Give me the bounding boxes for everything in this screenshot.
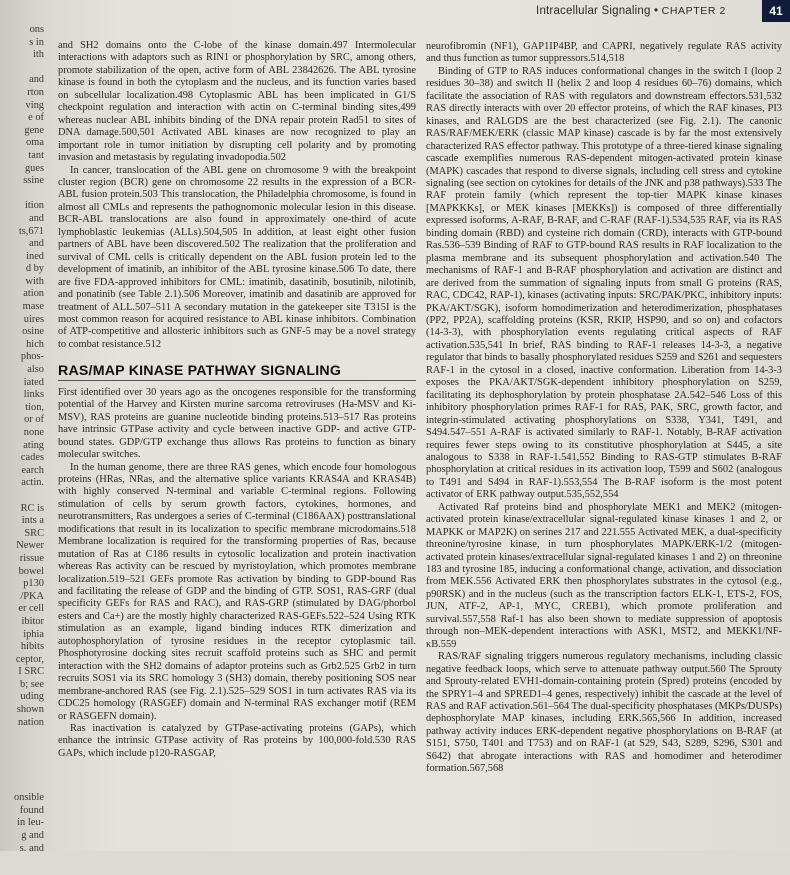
chapter-label: CHAPTER 2 xyxy=(661,5,726,17)
gutter-fragment: ith xyxy=(33,49,44,61)
gutter-fragment: SRC xyxy=(24,527,44,539)
gutter-fragment: and xyxy=(28,238,44,250)
gutter-fragment: osine xyxy=(22,326,44,338)
gutter-fragment: ceptor, xyxy=(15,653,44,665)
gutter-fragment: ition xyxy=(24,200,44,212)
gutter-fragment: ating xyxy=(23,439,44,451)
paragraph-abl-structure: and SH2 domains onto the C-lobe of the kinase domain.497 Intermolecular interactions with adaptors such as RIN1 or phosphorylation by SRC, among others, promote stabilization of the open, active form of ABL 23842626. The ABL tyrosine kinase is found in both the cytoplasm and the nucleus, and its function varies based on subcellular localization.498 Cytoplasmic ABL has been implicated in G1/S checkpoint regulation and interaction with actin on C-terminal binding sites,499 whereas nuclear ABL inhibits binding of the DNA repair protein Rad51 to sites of DNA damage.500,501 Activated ABL kinases are now recognized to play an important role in tumor initiation by disrupting cell polarity and by promoting invasion and metastasis by regulating invadopodia.502 xyxy=(58,40,416,164)
gutter-fragment xyxy=(0,188,46,201)
gutter-fragment xyxy=(0,754,46,767)
gutter-fragment xyxy=(0,742,46,755)
running-header xyxy=(500,0,790,22)
paragraph-ras-gaps: neurofibromin (NF1), GAP1IP4BP, and CAPRI, negatively regulate RAS activity and thus function as tumor suppressors.514,518 xyxy=(426,41,782,65)
gutter-fragment: and xyxy=(28,212,44,224)
gutter-fragment: er cell xyxy=(18,603,44,615)
heading-rule xyxy=(58,380,416,381)
gutter-fragment: tion, xyxy=(25,401,44,413)
gutter-fragment: none xyxy=(23,427,44,438)
right-column xyxy=(426,41,782,776)
gutter-fragment: RC is xyxy=(20,502,44,514)
page-number: 41 xyxy=(762,0,790,22)
gutter-fragment: s. and xyxy=(19,842,44,854)
gutter-fragment: links xyxy=(23,389,44,401)
gutter-fragment: Newer xyxy=(16,540,44,552)
gutter-fragment xyxy=(0,62,46,75)
running-title xyxy=(536,5,726,17)
gutter-fragment: mase xyxy=(22,301,44,313)
gutter-fragment: found xyxy=(19,804,44,816)
gutter-fragment: and xyxy=(28,74,44,86)
paragraph-feedback: RAS/RAF signaling triggers numerous regulatory mechanisms, including classic negative feedback loops, which serve to attenuate pathway output.560 The Sprouty and Sprouty-related EVH1-domain-containing protein (Spred) proteins (encoded by the SPRY1–4 and SPRED1–4 genes, respectively) inhibit the cascade at the level of RAS and RAF activation.561–564 The dual-specificity phosphatases (MKPs/DUSPs) dephosphorylate MAP kinases, including ERK.565,566 In addition, increased pathway activity induces ERK-dependent negative phosphorylations on B-RAF (at S151, S750, T401 and T753) and on RAF-1 (at S29, S43, S289, S296, S301 and S642) that abrogate interactions with RAS and homodimer and heterodimer formation.567,568 xyxy=(426,651,782,775)
gutter-fragment: gues xyxy=(24,162,44,174)
gutter-fragment xyxy=(0,729,46,742)
gutter-fragment: with xyxy=(25,275,44,287)
gutter-fragment: earch xyxy=(21,464,44,476)
gutter-fragment: uding xyxy=(20,691,44,703)
gutter-fragment: in leu- xyxy=(17,817,44,829)
gutter-fragment: p130 xyxy=(23,578,44,590)
gutter-fragment: s in xyxy=(29,36,44,48)
gutter-fragment: ined xyxy=(26,250,44,262)
gutter-fragment: d by xyxy=(25,263,44,275)
gutter-fragment: ints a xyxy=(21,515,44,527)
gutter-fragment: shown xyxy=(16,704,44,716)
gutter-fragment xyxy=(0,767,46,780)
header-title-text: Intracellular Signaling xyxy=(536,5,651,17)
gutter-fragment: ation xyxy=(23,288,44,300)
gutter-fragment: hibits xyxy=(20,641,44,653)
gutter-fragment: /PKA xyxy=(20,590,44,602)
gutter-fragment xyxy=(0,490,46,503)
gutter-fragment: e of xyxy=(28,112,44,124)
gutter-fragment: also xyxy=(27,364,44,376)
gutter-fragment: uires xyxy=(23,313,44,325)
gutter-fragment: g and xyxy=(21,830,44,841)
gutter-fragment: nation xyxy=(18,716,44,728)
paragraph-bcr-abl: In cancer, translocation of the ABL gene on chromosome 9 with the breakpoint cluster region (BCR) gene on chromosome 22 results in the expression of a BCR-ABL fusion protein.503 This translocation, the Philadelphia chromosome, is found in almost all CMLs and represents the pathognomonic molecular lesion in this disease. BCR-ABL translocations are also found in approximately one-third of acute lymphoblastic leukemias (ALLs).504,505 In addition, at least eight other fusion partners of ABL have been discovered.502 The realization that the proliferation and survival of CML cells is critically dependent on the ABL fusion protein led to the development of imatinib, an inhibitor of the ABL tyrosine kinase.506 To date, there are five FDA-approved inhibitors for CML: imatinib, dasatinib, bosutinib, nilotinib, and ponatinib (see Table 2.1).506 Moreover, imatinib and dasatinib are approved for treatment of ALL.507–511 A secondary mutation in the gatekeeper site T315I is the most common reason for acquired resistance to ABL kinase inhibitors. Combination of ATP-competitive and allosteric inhibitors such as GNF-5 may be a novel strategy to combat resistance.512 xyxy=(58,164,416,350)
gutter-fragment: bowel xyxy=(18,565,44,577)
paragraph-ras-inactivation: Ras inactivation is catalyzed by GTPase-activating proteins (GAPs), which enhance the intrinsic GTPase activity of Ras proteins by 100,000-fold.530 RAS GAPs, which include p120-RASGAP, xyxy=(58,723,416,759)
gutter-fragment: ons xyxy=(29,24,44,35)
paragraph-ras-intro: First identified over 30 years ago as the oncogenes responsible for the transforming potential of the Harvey and Kirsten murine sarcoma retroviruses (Ha-MSV and Ki-MSV), RAS proteins are guanine nucleotide binding proteins.513–517 Ras proteins have intrinsic GTPase activity and cycle between inactive GDP- and active GTP-bound states. GDP/GTP exchange thus allows Ras proteins to function as binary molecular switches. xyxy=(58,386,416,461)
gutter-fragment: onsible xyxy=(13,792,44,804)
gutter-fragment: iphia xyxy=(23,628,44,640)
gutter-fragment: gene xyxy=(24,124,44,136)
gutter-fragment: ssine xyxy=(23,175,44,187)
gutter-fragment: hich xyxy=(26,338,44,350)
previous-page-gutter xyxy=(0,0,46,875)
paragraph-raf-activation: Binding of GTP to RAS induces conformational changes in the switch I (loop 2 residues 30–38) and switch II (helix 2 and loop 4 residues 60–76) domains, which facilitate the association of RAS with regulators and downstream effectors.531,532 RAS directly interacts with over 20 effector proteins, of which the RAF kinases, PI3 kinases, and RALGDS are the best characterized (see Fig. 2.1). The canonic RAS/RAF/MEK/ERK (classic MAP kinase) cascade is by far the most extensively characterized RAS effector pathway. This prototype of a three-tiered kinase signaling cascade exemplifies numerous RAS-dependent mitogen-activated protein kinase (MAPK) cascades that respond to diverse signals, including cell stress and cytokine signaling (see section on cytokines for details of the JNK and p38 pathways).533 The RAF protein family (which represent the top-tier MAPK kinase kinases [MAPKKKs], or MEK kinases [MEKKs]) is composed of three differentially expressed isoforms, A-RAF, B-RAF, and C-RAF (RAF-1).534,535 RAF, via its RAS binding domain (RBD) and cysteine rich domain (CRD), interacts with GTP-bound Ras.536–539 Binding of RAF to GTP-bound RAS results in RAF localization to the plasma membrane and its subsequent phosphorylation and activation.540 The mechanisms of RAF-1 and B-RAF phosphorylation and activation are distinct and are derived from the summation of signaling inputs from small G proteins (RAS, RAC, CDC42, RAP-1), kinases (activating inputs: SRC/PAK/PKC, inhibitory inputs: PKA/AKT/SGK), isoform homodimerization and heterodimerization, phosphatases (PP2, PP2A), scaffolding proteins (KSR, RKIP, HSP90, and so on) and cofactors (14-3-3), with phosphorylation events regulating critical aspects of RAF activation.535,541 In brief, RAS binding to RAF-1 releases 14-3-3, a negative regulator that binds to basally phosphorylated residues S259 and S261 and sequesters RAF-1 in the cytosol in a closed, inactive conformation. Liberation from 14-3-3 exposes the PKA/AKT/SGK-dependent inhibitory phosphorylation on S259, facilitating its dephosphorylation by protein phosphatase 2A.542–546 Loss of this inhibitory phosphorylation primes RAF-1 for RAS, PAK, SRC, growth factor, and integrin-stimulated activating phosphorylations on S338, Y341, T491, and S494.547–551 A-RAF is activated similarly to RAF-1. Notably, B-RAF activation requires fewer steps owing to its constitutive phosphorylation at S445, a site analogous to S338 in RAF-1.541,552 Binding to RAS-GTP stimulates B-RAF phosphorylation at critical residues in its activation loop, T599 and S602 (analogous to T491 and S494 in RAF-1).553,554 The B-RAF isoform is the most potent activator of ERK pathway output.535,552,554 xyxy=(426,65,782,501)
gutter-fragment: rton xyxy=(27,86,44,98)
gutter-fragment: oma xyxy=(26,137,44,149)
header-bullet: • xyxy=(654,5,659,17)
gutter-fragment: iated xyxy=(23,376,44,388)
left-column xyxy=(58,40,416,760)
gutter-fragment: rissue xyxy=(19,552,44,564)
paragraph-mek-erk: Activated Raf proteins bind and phosphorylate MEK1 and MEK2 (mitogen-activated protein kinase/extracellular signal-regulated kinase kinases 1 and 2, or MAPKK or MAP2K) on serines 217 and 221.555 Activated MEK, a dual-specificity threonine/tyrosine kinase, in turn phosphorylates MAPK/ERK-1/2 (mitogen-activated protein kinases/extracellular signal-regulated kinases 1 and 2) on threonine 183 and tyrosine 185, inducing a conformational change, activation, and dissociation from MEK.556 Activated ERK then phosphorylates substrates in the cytosol (e.g., p90RSK) and in the nucleus (such as the transcription factors ELK-1, ETS-2, FOS, JUN, ATF-2, AP-1, MYC, CREB1), which promote proliferation and survival.557,558 Raf-1 has also been shown to mediate suppression of apoptosis through non–MEK-dependent interactions with ASK1, MST2, and MEKK1/NF-κB.559 xyxy=(426,501,782,650)
gutter-fragment: or of xyxy=(24,414,44,426)
gutter-fragment: ts,671 xyxy=(18,225,44,237)
gutter-fragment: phos- xyxy=(20,351,44,363)
gutter-fragment: cades xyxy=(20,452,44,464)
gutter-fragment: actin. xyxy=(21,477,44,489)
gutter-fragment: ibitor xyxy=(21,615,44,627)
gutter-fragment: b; see xyxy=(20,678,44,690)
gutter-fragment xyxy=(0,780,46,793)
gutter-fragment: ving xyxy=(25,99,44,111)
gutter-fragment: tant xyxy=(28,149,44,161)
section-heading-ras-map: RAS/MAP KINASE PATHWAY SIGNALING xyxy=(58,363,342,380)
paragraph-ras-genes: In the human genome, there are three RAS genes, which encode four homologous proteins (HRas, NRas, and the alternative splice variants KRAS4A and KRAS4B) with highly conserved N-terminal and variable C-terminal regions. Following stimulation of cells by serum growth factors, cytokines, hormones, and neurotransmitters, Ras undergoes a series of C-terminal (C186AAX) posttranslational modifications that result in its localization to specific membrane microdomains.518 Membrane localization is required for the transforming properties of Ras, because mutation of Ras at C186 results in cytosolic localization and protein inactivation whereas Ras activity can be rescued by myristoylation, which promotes membrane localization.519–521 GEFs promote Ras activation by binding to GDP-bound Ras and facilitating the release of GDP and the binding of GTP. SOS1, RAS-GRF (dual specificity GEFs for RAS and RAC), and RAS-GRP (stimulated by DAG/phorbol esters and Ca+) are the mostly highly characterized RAS-GEFs.522–524 Using RTK stimulation as an example, ligand binding induces RTK dimerization and autophosphorylation of tyrosine residues in the receptor cytoplasmic tail. Phosphotyrosine docking sites recruit scaffold proteins such as SHC and permit interaction with the SH2 domains of adaptor proteins such as Grb2.525 Grb2 in turn recruits SOS1 via its SRC homology 3 (SH3) domain, thereby positioning SOS near membrane-anchored RAS (see Fig. 2.1).525–529 SOS1 in turn activates RAS via its CDC25 homology (RASGEF) domain and N-terminal RAS exchanger motif (REM or RASGEFN domain). xyxy=(58,461,416,722)
gutter-fragment: I SRC xyxy=(18,666,44,678)
